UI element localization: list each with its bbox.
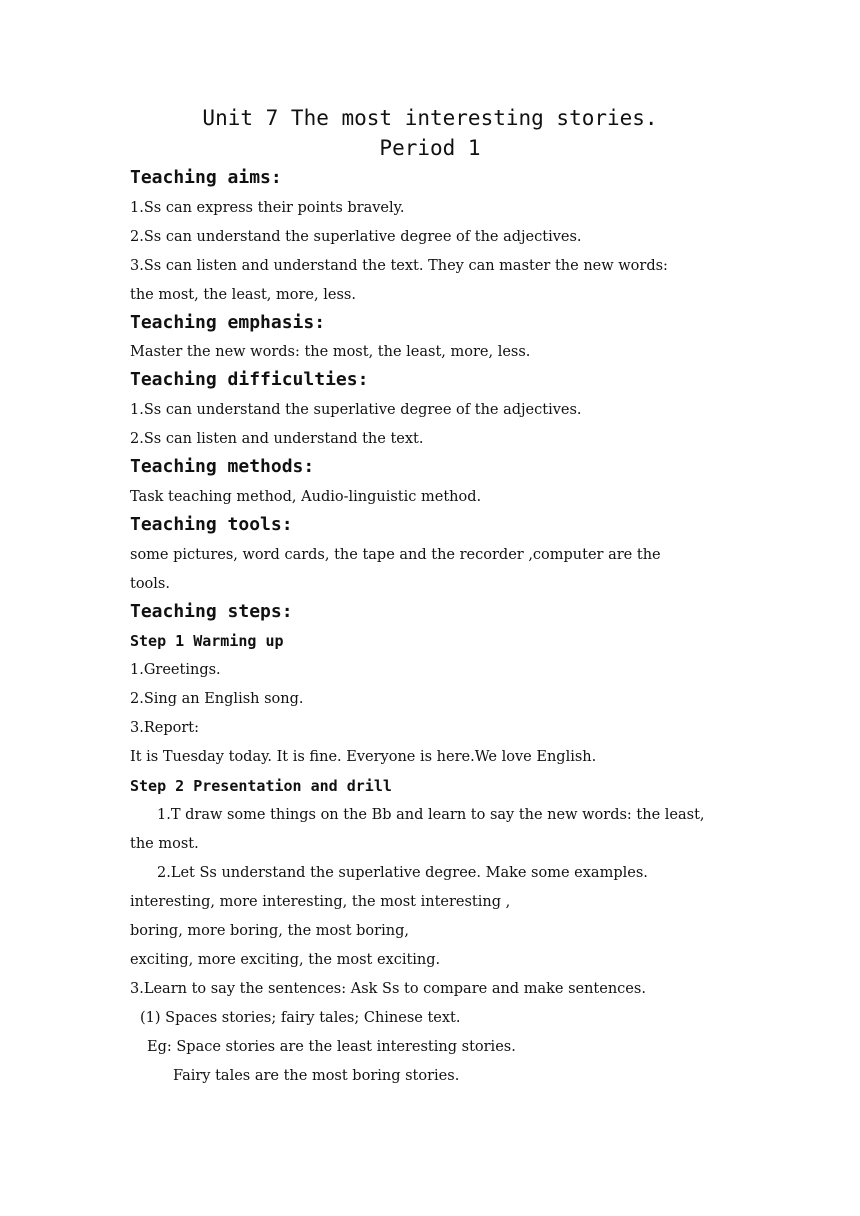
difficulties-line: 2.Ss can listen and understand the text. [130, 431, 424, 447]
step2-line: interesting, more interesting, the most interesting , [130, 894, 511, 910]
section-heading-steps: Teaching steps: [130, 601, 293, 622]
methods-line: Task teaching method, Audio-linguistic method. [130, 489, 482, 505]
step2-line: the most. [130, 836, 199, 852]
step1-line: 2.Sing an English song. [130, 691, 304, 707]
step-heading: Step 2 Presentation and drill [130, 777, 392, 795]
aims-line: the most, the least, more, less. [130, 287, 356, 303]
step2-line: (1) Spaces stories; fairy tales; Chinese text. [140, 1010, 461, 1026]
step1-line: It is Tuesday today. It is fine. Everyone is here.We love English. [130, 749, 597, 765]
document-title: Unit 7 The most interesting stories. [202, 106, 658, 130]
step2-line: 3.Learn to say the sentences: Ask Ss to compare and make sentences. [130, 981, 646, 997]
aims-line: 2.Ss can understand the superlative degree of the adjectives. [130, 229, 582, 245]
step2-line: boring, more boring, the most boring, [130, 923, 409, 939]
difficulties-line: 1.Ss can understand the superlative degree of the adjectives. [130, 402, 582, 418]
step2-line: 2.Let Ss understand the superlative degree. Make some examples. [157, 865, 648, 881]
section-heading-methods: Teaching methods: [130, 456, 315, 477]
step1-line: 3.Report: [130, 720, 199, 736]
section-heading-tools: Teaching tools: [130, 514, 293, 535]
section-heading-difficulties: Teaching difficulties: [130, 369, 369, 390]
step-heading: Step 1 Warming up [130, 632, 284, 650]
step2-line: 1.T draw some things on the Bb and learn to say the new words: the least, [157, 807, 705, 823]
step2-line: exciting, more exciting, the most exciting. [130, 952, 441, 968]
document-subtitle: Period 1 [379, 136, 481, 160]
tools-line: tools. [130, 576, 170, 592]
step2-line: Fairy tales are the most boring stories. [173, 1068, 460, 1084]
section-heading-emphasis: Teaching emphasis: [130, 312, 326, 333]
aims-line: 3.Ss can listen and understand the text. They can master the new words: [130, 258, 668, 274]
tools-line: some pictures, word cards, the tape and the recorder ,computer are the [130, 547, 661, 563]
step2-line: Eg: Space stories are the least interesting stories. [147, 1039, 516, 1055]
aims-line: 1.Ss can express their points bravely. [130, 200, 405, 216]
emphasis-line: Master the new words: the most, the least, more, less. [130, 344, 531, 360]
section-heading-aims: Teaching aims: [130, 167, 282, 188]
step1-line: 1.Greetings. [130, 662, 221, 678]
